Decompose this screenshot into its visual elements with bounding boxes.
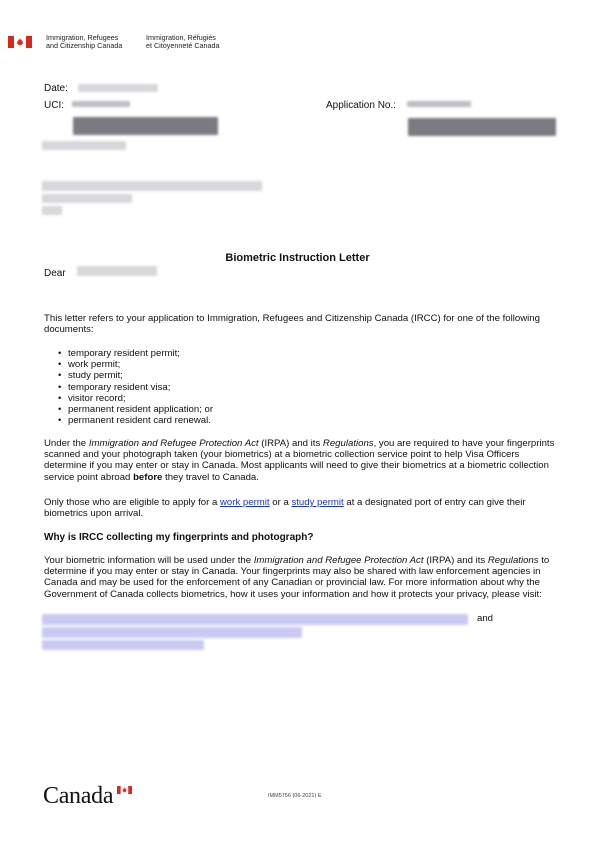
letter-title: Biometric Instruction Letter	[225, 252, 370, 264]
study-permit-link[interactable]: study permit	[291, 497, 344, 508]
canada-flag-icon	[8, 36, 32, 48]
application-number-label: Application No.:	[326, 100, 397, 111]
redacted-barcode-right	[408, 118, 556, 136]
and-connector: and	[477, 613, 494, 624]
redacted-link-1[interactable]	[42, 614, 468, 625]
date-label: Date:	[44, 83, 68, 94]
text-run: or a	[269, 497, 292, 508]
text-run: they travel to Canada.	[162, 471, 259, 483]
biometric-use-paragraph	[44, 555, 564, 600]
salutation: Dear	[44, 268, 66, 279]
list-item: • permanent resident card renewal.	[58, 415, 213, 426]
list-item: • temporary resident visa;	[58, 382, 213, 393]
irpa-paragraph	[44, 438, 564, 483]
list-item: • temporary resident permit;	[58, 348, 213, 359]
list-item: • study permit;	[58, 370, 213, 381]
wordmark-flag-icon	[117, 786, 132, 794]
emphasis-before: before	[133, 471, 163, 483]
redacted-reference	[42, 141, 126, 150]
redacted-address-line1	[42, 181, 262, 191]
canada-wordmark	[43, 783, 113, 810]
eligibility-paragraph	[44, 497, 564, 519]
form-code: IMM5756 (06-2021) E	[268, 793, 322, 799]
dept-fr-line1: Immigration, Réfugiés	[146, 33, 216, 42]
text-run: Only those who are eligible to apply for a	[44, 497, 220, 508]
regulations-name: Regulations	[322, 438, 374, 449]
list-item: • permanent resident application; or	[58, 404, 213, 415]
redacted-application-number	[407, 101, 471, 107]
redacted-link-3[interactable]	[42, 640, 204, 650]
list-item: • visitor record;	[58, 393, 213, 404]
text-run: to determine if you may enter or stay in Canada. Your fingerprints may also be shared with law enforcement agencies in Canada and may be used for the enforcement of any Canadian or provincial law. For more information about why the Government of Canada collects biometrics, how it uses your information and how it protects your privacy, please visit:	[44, 555, 550, 600]
redacted-link-2[interactable]	[42, 627, 302, 638]
text-run: Under the	[44, 438, 89, 449]
redacted-address-line2	[42, 194, 132, 203]
department-name-fr	[146, 34, 220, 50]
redacted-address-line3	[42, 206, 62, 215]
dept-en-line2: and Citizenship Canada	[46, 41, 123, 50]
text-run: Your biometric information will be used under the	[44, 555, 254, 566]
dept-fr-line2: et Citoyenneté Canada	[146, 41, 220, 50]
redacted-uci	[72, 101, 130, 107]
department-name-en	[46, 34, 122, 50]
wordmark-text-end: a	[102, 783, 114, 809]
regulations-name: Regulations	[487, 555, 539, 566]
act-name: Immigration and Refugee Protection Act	[253, 555, 424, 566]
uci-label: UCI:	[44, 100, 64, 111]
text-run: at a designated port of entry can give their biometrics upon arrival.	[44, 497, 526, 520]
act-name: Immigration and Refugee Protection Act	[88, 438, 259, 449]
document-list	[58, 348, 213, 426]
work-permit-link[interactable]: work permit	[220, 497, 270, 508]
list-item: • work permit;	[58, 359, 213, 370]
intro-paragraph: This letter refers to your application to Immigration, Refugees and Citizenship Canada (IRCC) for one of the following documents:	[44, 313, 540, 336]
text-run: (IRPA) and its	[258, 438, 323, 449]
redacted-barcode-left	[73, 117, 218, 135]
redacted-recipient-name	[77, 266, 157, 276]
text-run: , you are required to have your fingerprints scanned and your photograph taken (your biometrics) at a biometric collection service point to help Visa Officers determine if you may enter or stay in Canada. Most applicants will need to give their biometrics at a biometric collection service point abroad	[44, 438, 555, 483]
wordmark-text: Canad	[43, 783, 103, 809]
redacted-date	[78, 84, 158, 92]
text-run: (IRPA) and its	[423, 555, 488, 566]
dept-en-line1: Immigration, Refugees	[46, 33, 119, 42]
section-heading: Why is IRCC collecting my fingerprints and photograph?	[44, 532, 314, 543]
